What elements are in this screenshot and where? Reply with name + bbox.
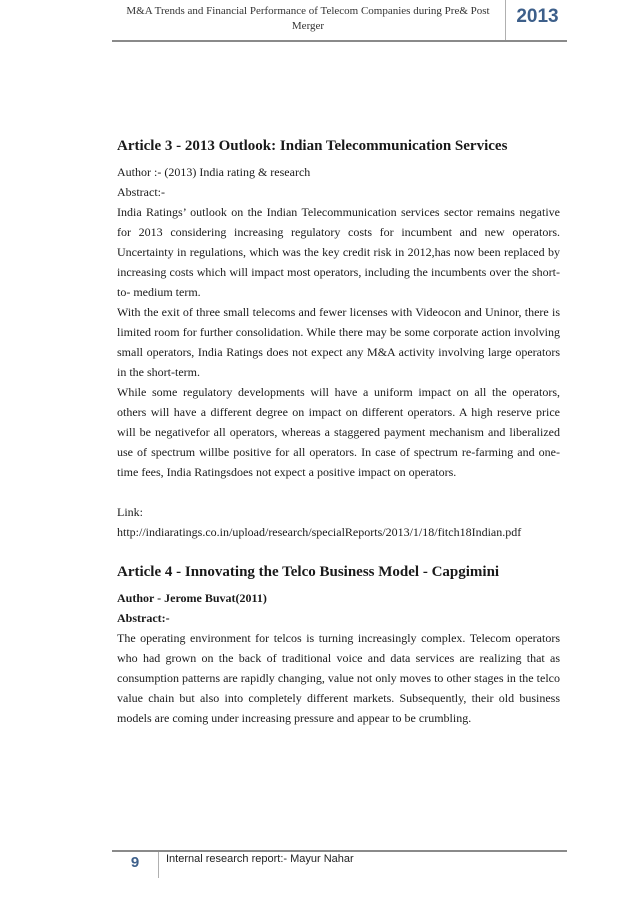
article4-abstract-label: Abstract:-	[117, 611, 170, 625]
article3-link-url[interactable]: http://indiaratings.co.in/upload/research/specialReports/2013/1/18/fitch18Indian.pdf	[117, 525, 522, 539]
article4-author: Author - Jerome Buvat(2011)	[117, 591, 267, 605]
article4-paragraph: The operating environment for telcos is turning increasingly complex. Telecom operators who had grown on the back of traditional voice and data services are realizing that as consumption patterns are rapidly changing, value not only moves to other stages in the telco value chain but also into completely different markets. Subsequently, their old business models are coming under increasing pressure and appear to be crumbling.	[117, 631, 560, 725]
article3-paragraph-1: India Ratings’ outlook on the Indian Telecommunication services sector remains negative for 2013 considering increasing regulatory costs for incumbent and new operators. Uncertainty in regulations, which was the key credit risk in 2012,has now been replaced by increasing costs which will impact most operators, including the incumbents over the short-to- medium term.	[117, 205, 560, 299]
article3-paragraph-2: With the exit of three small telecoms and fewer licenses with Videocon and Uninor, there is limited room for further consolidation. While there may be some corporate action involving small operators, India Ratings does not expect any M&A activity involving large operators in the short-term.	[117, 305, 560, 379]
page-content	[117, 136, 560, 728]
article3-title: Article 3 - 2013 Outlook: Indian Telecommunication Services	[117, 138, 508, 154]
footer-rule	[112, 850, 567, 852]
header-divider	[505, 0, 506, 40]
page-header	[112, 0, 567, 42]
page-number: 9	[130, 854, 140, 871]
footer-divider	[158, 852, 159, 878]
header-title: M&A Trends and Financial Performance of Telecom Companies during Pre& Post Merger	[126, 5, 490, 32]
header-year: 2013	[516, 6, 559, 27]
article4-title: Article 4 - Innovating the Telco Business Model - Capgimini	[117, 564, 500, 580]
spacer	[117, 482, 560, 502]
spacer	[117, 542, 560, 562]
article3-paragraph-3: While some regulatory developments will have a uniform impact on all the operators, others will have a different degree on impact on different operators. A high reserve price will be negativefor all operators, whereas a staggered payment mechanism and liberalized use of spectrum willbe positive for all operators. In case of spectrum re-farming and one-time fees, India Ratingsdoes not expect a positive impact on operators.	[117, 385, 560, 479]
article3-link-label: Link:	[117, 505, 143, 519]
footer-text: Internal research report:- Mayur Nahar	[166, 853, 354, 865]
article3-author: Author :- (2013) India rating & research	[117, 165, 311, 179]
header-rule	[112, 40, 567, 42]
article3-abstract-label: Abstract:-	[117, 185, 165, 199]
